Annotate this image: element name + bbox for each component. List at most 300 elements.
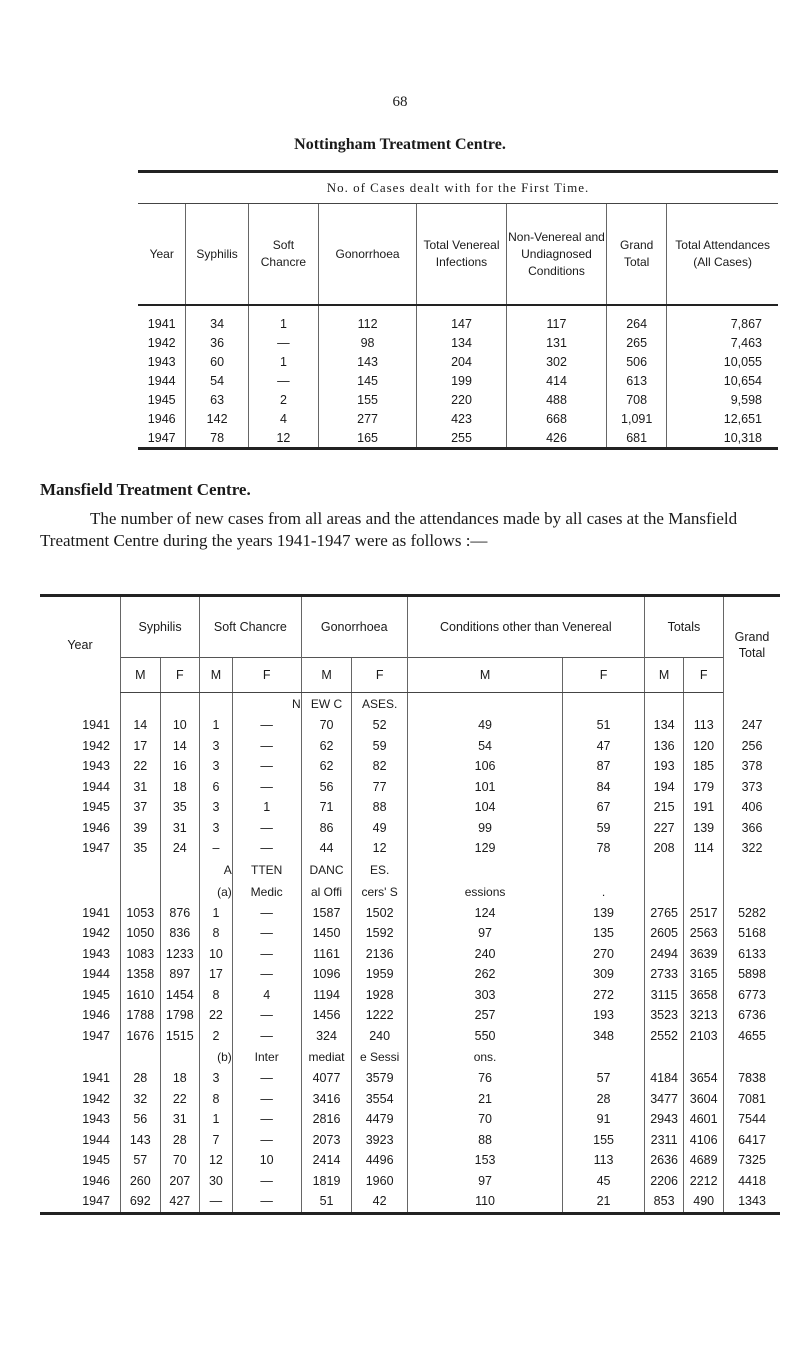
value-cell: 62	[301, 736, 352, 757]
value-cell: 124	[407, 903, 562, 924]
value-cell: 39	[121, 818, 161, 839]
column-header: Year	[138, 204, 186, 306]
value-cell: 488	[506, 390, 606, 409]
year-cell: 1947	[40, 1191, 121, 1213]
sex-header: M	[121, 658, 161, 693]
value-cell: 277	[319, 409, 417, 428]
value-cell: 54	[407, 736, 562, 757]
value-cell: 1819	[301, 1171, 352, 1192]
value-cell: 897	[160, 964, 200, 985]
value-cell: 3477	[644, 1089, 684, 1110]
label-fragment: mediat	[301, 1046, 352, 1068]
value-cell: 70	[301, 715, 352, 736]
label-fragment	[160, 859, 200, 881]
value-cell: 18	[160, 777, 200, 798]
label-spacer	[40, 881, 121, 903]
value-cell: 88	[352, 797, 407, 818]
value-cell: 4	[248, 409, 318, 428]
value-cell: 194	[644, 777, 684, 798]
label-fragment: essions	[407, 881, 562, 903]
value-cell: 4479	[352, 1109, 407, 1130]
value-cell: 14	[160, 736, 200, 757]
value-cell: 32	[121, 1089, 161, 1110]
value-cell: —	[232, 944, 301, 965]
value-cell: 1161	[301, 944, 352, 965]
table-row	[40, 1150, 780, 1171]
label-fragment	[121, 693, 161, 716]
value-cell: 260	[121, 1171, 161, 1192]
value-cell: 4496	[352, 1150, 407, 1171]
value-cell: 2494	[644, 944, 684, 965]
value-cell: 56	[301, 777, 352, 798]
label-fragment	[684, 859, 724, 881]
year-cell: 1943	[147, 354, 176, 369]
label-spacer	[40, 859, 121, 881]
value-cell: 2563	[684, 923, 724, 944]
value-cell: 191	[684, 797, 724, 818]
value-cell: 1587	[301, 903, 352, 924]
value-cell: 207	[160, 1171, 200, 1192]
column-header: Syphilis	[186, 204, 248, 306]
value-cell: 36	[186, 333, 248, 352]
value-cell: 10,318	[667, 428, 778, 449]
sex-header: M	[644, 658, 684, 693]
table-row	[138, 409, 778, 428]
value-cell: 78	[563, 838, 645, 859]
value-cell: —	[232, 903, 301, 924]
value-cell: 1	[200, 1109, 233, 1130]
label-fragment	[644, 881, 684, 903]
value-cell: 3639	[684, 944, 724, 965]
value-cell: 2206	[644, 1171, 684, 1192]
value-cell: 49	[407, 715, 562, 736]
nottingham-table	[138, 170, 778, 450]
value-cell: 30	[200, 1171, 233, 1192]
value-cell: 2103	[684, 1026, 724, 1047]
table-row	[40, 777, 780, 798]
value-cell: 51	[301, 1191, 352, 1213]
label-fragment: cers' S	[352, 881, 407, 903]
value-cell: 7,867	[667, 305, 778, 333]
value-cell: 7	[200, 1130, 233, 1151]
value-cell: 193	[644, 756, 684, 777]
value-cell: 104	[407, 797, 562, 818]
value-cell: 4077	[301, 1068, 352, 1089]
value-cell: —	[232, 1068, 301, 1089]
section-label-row	[40, 859, 780, 881]
value-cell: 426	[506, 428, 606, 449]
value-cell: 302	[506, 352, 606, 371]
label-fragment	[160, 881, 200, 903]
value-cell: 28	[121, 1068, 161, 1089]
table-row	[138, 352, 778, 371]
table-row	[138, 390, 778, 409]
value-cell: —	[232, 818, 301, 839]
value-cell: 57	[563, 1068, 645, 1089]
label-fragment: Medic	[232, 881, 301, 903]
value-cell: —	[232, 923, 301, 944]
label-fragment	[121, 1046, 161, 1068]
label-fragment: .	[563, 881, 645, 903]
value-cell: 265	[607, 333, 667, 352]
value-cell: 6417	[724, 1130, 781, 1151]
label-fragment	[200, 693, 233, 716]
value-cell: 44	[301, 838, 352, 859]
table-row	[40, 1005, 780, 1026]
value-cell: 262	[407, 964, 562, 985]
value-cell: 668	[506, 409, 606, 428]
year-cell: 1942	[147, 335, 176, 350]
value-cell: 59	[563, 818, 645, 839]
value-cell: 613	[607, 371, 667, 390]
year-cell: 1941	[82, 1071, 110, 1086]
value-cell: 99	[407, 818, 562, 839]
value-cell: 322	[724, 838, 781, 859]
value-cell: —	[232, 756, 301, 777]
table-row	[40, 923, 780, 944]
table-row	[138, 371, 778, 390]
year-cell: 1946	[82, 820, 110, 835]
sex-header: M	[301, 658, 352, 693]
label-fragment: ASES.	[352, 693, 407, 716]
value-cell: 550	[407, 1026, 562, 1047]
value-cell: 117	[506, 305, 606, 333]
value-cell: —	[232, 777, 301, 798]
year-cell: 1946	[82, 1173, 110, 1188]
value-cell: 4689	[684, 1150, 724, 1171]
label-fragment	[121, 859, 161, 881]
label-fragment: A	[200, 859, 233, 881]
grand-total-header: Grand Total	[724, 596, 781, 693]
value-cell: 193	[563, 1005, 645, 1026]
value-cell: 1	[200, 715, 233, 736]
year-cell: 1942	[82, 738, 110, 753]
value-cell: 51	[563, 715, 645, 736]
header-row-sub	[40, 658, 780, 693]
value-cell: 113	[684, 715, 724, 736]
value-cell: 1454	[160, 985, 200, 1006]
label-fragment: ons.	[407, 1046, 562, 1068]
value-cell: —	[232, 736, 301, 757]
value-cell: 681	[607, 428, 667, 449]
value-cell: 106	[407, 756, 562, 777]
value-cell: 145	[319, 371, 417, 390]
label-fragment: Inter	[232, 1046, 301, 1068]
value-cell: 143	[319, 352, 417, 371]
value-cell: 255	[417, 428, 507, 449]
value-cell: 21	[407, 1089, 562, 1110]
value-cell: 12	[352, 838, 407, 859]
table-row	[40, 944, 780, 965]
year-cell: 1945	[82, 800, 110, 815]
value-cell: 6773	[724, 985, 781, 1006]
value-cell: 71	[301, 797, 352, 818]
value-cell: 2765	[644, 903, 684, 924]
value-cell: 10	[232, 1150, 301, 1171]
value-cell: 155	[319, 390, 417, 409]
label-fragment	[724, 881, 781, 903]
year-cell: 1943	[82, 759, 110, 774]
label-fragment	[724, 859, 781, 881]
label-fragment	[563, 859, 645, 881]
year-cell: 1943	[82, 946, 110, 961]
value-cell: 1450	[301, 923, 352, 944]
table-row	[138, 333, 778, 352]
value-cell: 264	[607, 305, 667, 333]
value-cell: —	[232, 715, 301, 736]
value-cell: 185	[684, 756, 724, 777]
value-cell: 87	[563, 756, 645, 777]
table-row	[40, 797, 780, 818]
value-cell: 155	[563, 1130, 645, 1151]
label-fragment	[684, 1046, 724, 1068]
value-cell: 1502	[352, 903, 407, 924]
value-cell: 2212	[684, 1171, 724, 1192]
year-cell: 1946	[82, 1008, 110, 1023]
value-cell: 5168	[724, 923, 781, 944]
value-cell: 8	[200, 1089, 233, 1110]
value-cell: 1233	[160, 944, 200, 965]
value-cell: 24	[160, 838, 200, 859]
value-cell: 1	[248, 305, 318, 333]
value-cell: 2636	[644, 1150, 684, 1171]
column-header: Grand Total	[607, 204, 667, 306]
value-cell: 208	[644, 838, 684, 859]
value-cell: 3523	[644, 1005, 684, 1026]
page-number: 68	[392, 94, 408, 110]
sex-header: M	[407, 658, 562, 693]
value-cell: 3554	[352, 1089, 407, 1110]
value-cell: 139	[684, 818, 724, 839]
value-cell: 3923	[352, 1130, 407, 1151]
value-cell: 1515	[160, 1026, 200, 1047]
label-fragment: ES.	[352, 859, 407, 881]
value-cell: 7,463	[667, 333, 778, 352]
label-fragment	[563, 693, 645, 716]
value-cell: 3	[200, 797, 233, 818]
value-cell: 256	[724, 736, 781, 757]
value-cell: 348	[563, 1026, 645, 1047]
year-cell: 1942	[82, 926, 110, 941]
year-cell: 1942	[82, 1091, 110, 1106]
column-header: Total Venereal Infections	[417, 204, 507, 306]
label-spacer	[40, 693, 121, 716]
value-cell: 70	[407, 1109, 562, 1130]
value-cell: 91	[563, 1109, 645, 1130]
value-cell: 309	[563, 964, 645, 985]
value-cell: 1	[200, 903, 233, 924]
value-cell: 21	[563, 1191, 645, 1213]
nottingham-title: Nottingham Treatment Centre.	[294, 136, 506, 153]
value-cell: —	[248, 333, 318, 352]
value-cell: 134	[417, 333, 507, 352]
label-fragment	[644, 1046, 684, 1068]
value-cell: 427	[160, 1191, 200, 1213]
value-cell: 303	[407, 985, 562, 1006]
value-cell: 1456	[301, 1005, 352, 1026]
value-cell: 10,654	[667, 371, 778, 390]
value-cell: 131	[506, 333, 606, 352]
value-cell: 113	[563, 1150, 645, 1171]
label-fragment	[644, 693, 684, 716]
value-cell: 414	[506, 371, 606, 390]
value-cell: 42	[352, 1191, 407, 1213]
table-row	[40, 903, 780, 924]
value-cell: 240	[352, 1026, 407, 1047]
sex-header: M	[200, 658, 233, 693]
year-cell: 1945	[82, 987, 110, 1002]
value-cell: 3658	[684, 985, 724, 1006]
value-cell: 2	[248, 390, 318, 409]
value-cell: 22	[121, 756, 161, 777]
value-cell: 86	[301, 818, 352, 839]
value-cell: —	[200, 1191, 233, 1213]
value-cell: 6	[200, 777, 233, 798]
value-cell: 2552	[644, 1026, 684, 1047]
year-cell: 1944	[82, 1132, 110, 1147]
value-cell: 423	[417, 409, 507, 428]
sex-header: F	[232, 658, 301, 693]
value-cell: 7544	[724, 1109, 781, 1130]
value-cell: 7081	[724, 1089, 781, 1110]
table-row	[138, 305, 778, 333]
value-cell: 77	[352, 777, 407, 798]
value-cell: 3165	[684, 964, 724, 985]
value-cell: 76	[407, 1068, 562, 1089]
value-cell: 17	[200, 964, 233, 985]
value-cell: 1592	[352, 923, 407, 944]
value-cell: 4106	[684, 1130, 724, 1151]
value-cell: 4	[232, 985, 301, 1006]
group-header: Gonorrhoea	[301, 596, 407, 658]
value-cell: 45	[563, 1171, 645, 1192]
value-cell: 129	[407, 838, 562, 859]
value-cell: 7838	[724, 1068, 781, 1089]
value-cell: 2943	[644, 1109, 684, 1130]
label-fragment: EW C	[301, 693, 352, 716]
value-cell: 240	[407, 944, 562, 965]
value-cell: 101	[407, 777, 562, 798]
value-cell: 1798	[160, 1005, 200, 1026]
value-cell: 28	[563, 1089, 645, 1110]
year-cell: 1947	[82, 1028, 110, 1043]
value-cell: 5282	[724, 903, 781, 924]
value-cell: 3604	[684, 1089, 724, 1110]
value-cell: 406	[724, 797, 781, 818]
value-cell: 6736	[724, 1005, 781, 1026]
value-cell: —	[232, 1005, 301, 1026]
value-cell: 4655	[724, 1026, 781, 1047]
value-cell: 35	[121, 838, 161, 859]
value-cell: 2733	[644, 964, 684, 985]
value-cell: 4184	[644, 1068, 684, 1089]
column-header: Non-Venereal and Undiagnosed Conditions	[506, 204, 606, 306]
value-cell: 47	[563, 736, 645, 757]
section-sublabel-row	[40, 881, 780, 903]
value-cell: 22	[160, 1089, 200, 1110]
value-cell: 3	[200, 1068, 233, 1089]
label-fragment	[644, 859, 684, 881]
value-cell: 1	[248, 352, 318, 371]
table-row	[40, 1191, 780, 1213]
value-cell: 2311	[644, 1130, 684, 1151]
label-fragment: N	[232, 693, 301, 716]
value-cell: 1053	[121, 903, 161, 924]
value-cell: —	[232, 1171, 301, 1192]
year-cell: 1946	[147, 411, 176, 426]
sex-header: F	[160, 658, 200, 693]
value-cell: 84	[563, 777, 645, 798]
value-cell: 227	[644, 818, 684, 839]
column-header: Total Attendances (All Cases)	[667, 204, 778, 306]
value-cell: 143	[121, 1130, 161, 1151]
section-sublabel-row	[40, 1046, 780, 1068]
value-cell: 60	[186, 352, 248, 371]
value-cell: 1096	[301, 964, 352, 985]
value-cell: 247	[724, 715, 781, 736]
value-cell: 506	[607, 352, 667, 371]
value-cell: 49	[352, 818, 407, 839]
value-cell: 199	[417, 371, 507, 390]
value-cell: 179	[684, 777, 724, 798]
label-fragment: e Sessi	[352, 1046, 407, 1068]
value-cell: 1,091	[607, 409, 667, 428]
value-cell: 37	[121, 797, 161, 818]
value-cell: 10	[160, 715, 200, 736]
value-cell: 270	[563, 944, 645, 965]
value-cell: —	[232, 1026, 301, 1047]
value-cell: 135	[563, 923, 645, 944]
sex-header: F	[684, 658, 724, 693]
value-cell: 17	[121, 736, 161, 757]
value-cell: —	[232, 1109, 301, 1130]
value-cell: 1959	[352, 964, 407, 985]
value-cell: 147	[417, 305, 507, 333]
value-cell: 31	[160, 818, 200, 839]
table-row	[40, 715, 780, 736]
value-cell: 3416	[301, 1089, 352, 1110]
section-label-row	[40, 693, 780, 716]
value-cell: 876	[160, 903, 200, 924]
label-fragment	[724, 693, 781, 716]
value-cell: 8	[200, 923, 233, 944]
year-header: Year	[40, 596, 121, 693]
year-cell: 1945	[82, 1153, 110, 1168]
value-cell: —	[248, 371, 318, 390]
year-cell: 1941	[147, 316, 176, 331]
table-row	[40, 1171, 780, 1192]
value-cell: 1	[232, 797, 301, 818]
group-header: Totals	[644, 596, 723, 658]
table-row	[40, 736, 780, 757]
value-cell: 97	[407, 1171, 562, 1192]
header-row-groups	[40, 596, 780, 658]
label-spacer	[40, 1046, 121, 1068]
value-cell: 257	[407, 1005, 562, 1026]
value-cell: —	[232, 1130, 301, 1151]
value-cell: 324	[301, 1026, 352, 1047]
value-cell: 1050	[121, 923, 161, 944]
table-row	[40, 1130, 780, 1151]
value-cell: —	[232, 964, 301, 985]
value-cell: 2	[200, 1026, 233, 1047]
value-cell: 9,598	[667, 390, 778, 409]
year-cell: 1945	[147, 392, 176, 407]
label-fragment: DANC	[301, 859, 352, 881]
group-header: Syphilis	[121, 596, 200, 658]
value-cell: 18	[160, 1068, 200, 1089]
value-cell: 62	[301, 756, 352, 777]
